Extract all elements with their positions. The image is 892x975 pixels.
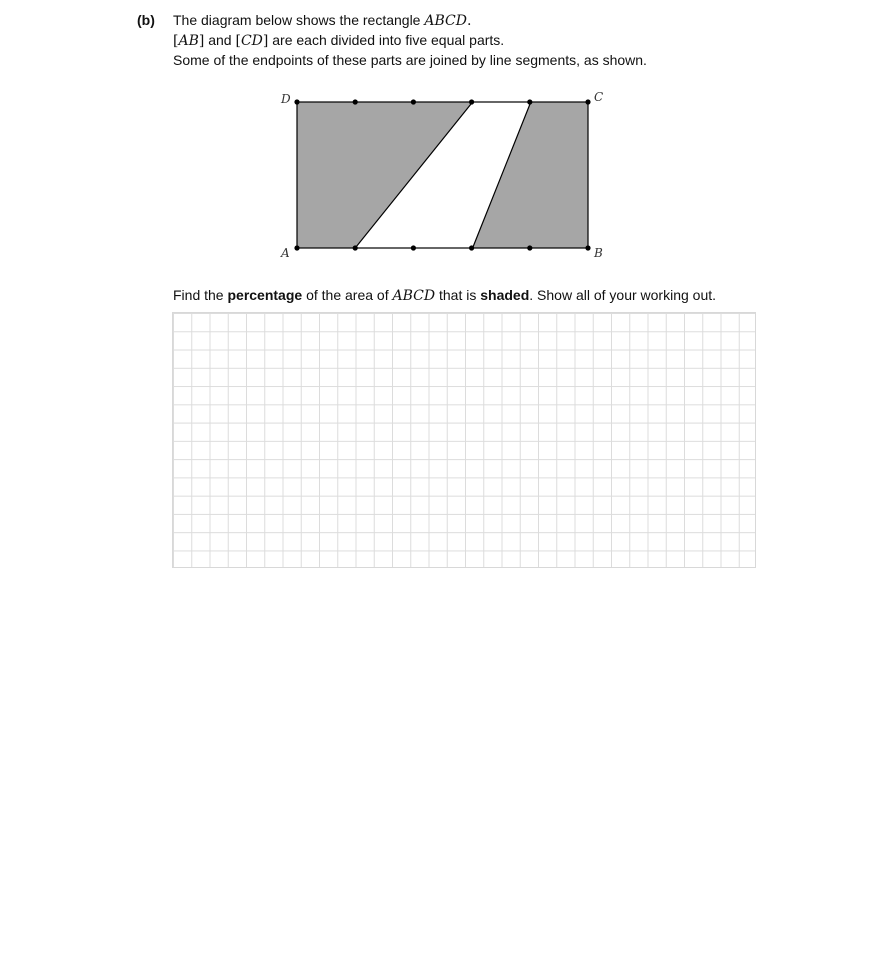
bottom-division-point — [294, 245, 299, 250]
question-line-1-period: . — [466, 13, 472, 29]
bracket-close-1: ] — [198, 33, 205, 49]
bottom-division-point — [527, 245, 532, 250]
find-prefix: Find the — [173, 287, 228, 303]
vertex-label-c: C — [594, 90, 604, 104]
question-line-2 — [173, 31, 647, 51]
bottom-division-point — [469, 245, 474, 250]
math-segment-ab: AB — [178, 33, 199, 49]
bottom-division-point — [411, 245, 416, 250]
top-division-point — [469, 99, 474, 104]
rectangle-diagram — [270, 85, 620, 265]
shaded-region-right — [473, 102, 588, 248]
question-text — [173, 11, 647, 70]
question-line-2-text: are each divided into five equal parts. — [268, 32, 505, 48]
math-rectangle-name: ABCD — [424, 13, 467, 29]
top-division-point — [585, 99, 590, 104]
question-line-1 — [173, 11, 647, 31]
bottom-division-point — [585, 245, 590, 250]
math-rectangle-name-2: ABCD — [392, 288, 436, 304]
bracket-close-2: ] — [262, 33, 269, 49]
find-instruction — [173, 286, 716, 306]
top-division-point — [411, 99, 416, 104]
bracket-open-1: [ — [173, 33, 179, 49]
question-line-1-text: The diagram below shows the rectangle — [173, 12, 425, 28]
find-bold-percentage: percentage — [227, 287, 303, 303]
top-division-point — [353, 99, 358, 104]
math-segment-cd: CD — [240, 33, 263, 49]
find-bold-shaded: shaded — [480, 287, 530, 303]
find-mid-2: that is — [435, 287, 481, 303]
vertex-label-a: A — [281, 246, 290, 260]
top-division-point — [527, 99, 532, 104]
find-suffix: . Show all of your working out. — [529, 287, 717, 303]
bracket-open-2: [ — [235, 33, 241, 49]
answer-grid[interactable] — [172, 312, 756, 568]
question-line-3: Some of the endpoints of these parts are joined by line segments, as shown. — [173, 52, 647, 68]
shaded-region-left — [297, 102, 473, 248]
question-line-2-and: and — [204, 32, 236, 48]
vertex-label-d: D — [281, 92, 291, 106]
part-label: (b) — [137, 12, 155, 28]
bottom-division-point — [353, 245, 358, 250]
vertex-label-b: B — [594, 246, 603, 260]
top-division-point — [294, 99, 299, 104]
find-mid-1: of the area of — [302, 287, 393, 303]
